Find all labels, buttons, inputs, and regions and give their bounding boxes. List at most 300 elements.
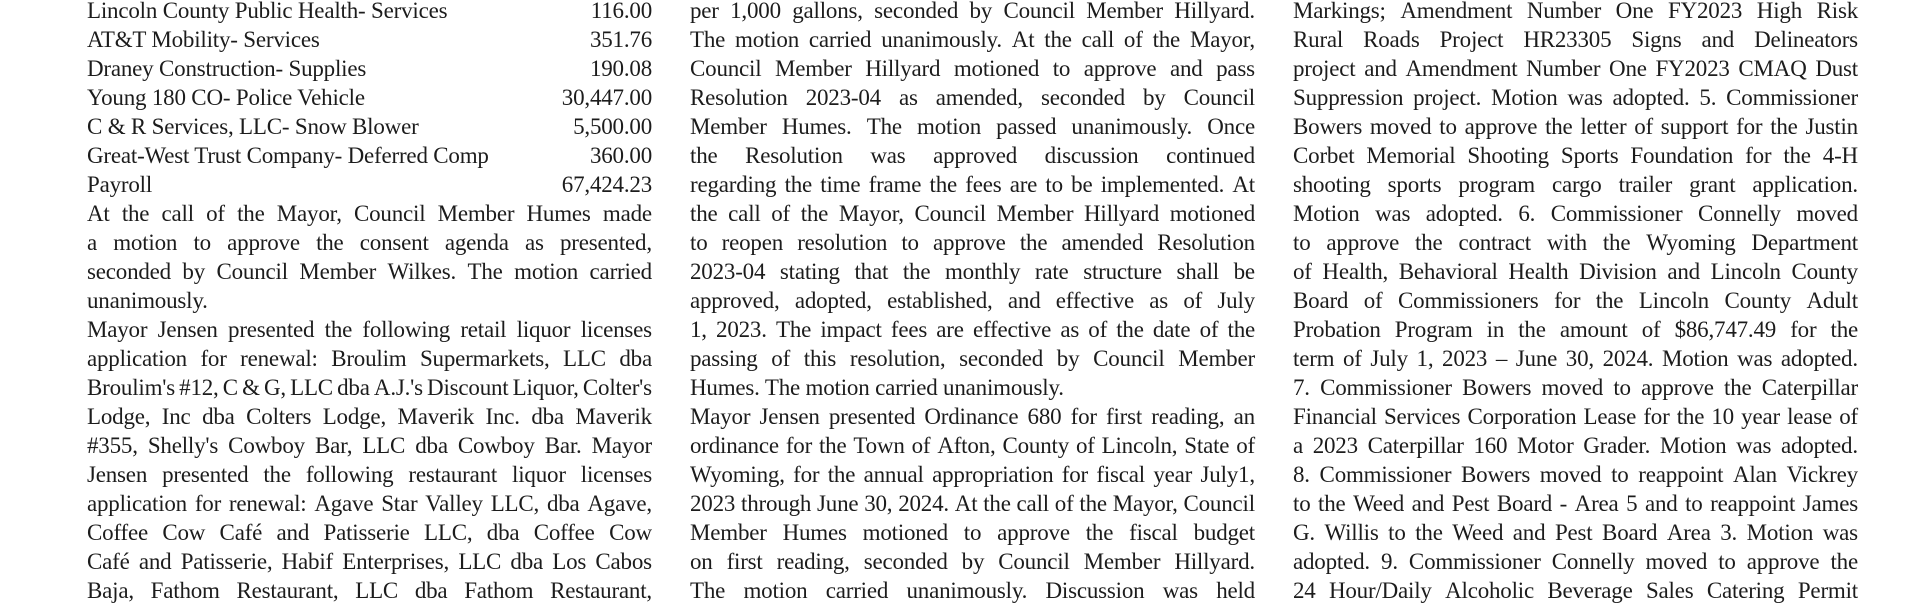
word: Baja, <box>87 578 134 603</box>
word: fiscal <box>1129 520 1178 545</box>
amount-value: 116.00 <box>590 0 652 23</box>
word: by <box>182 259 206 284</box>
word: the <box>263 462 291 487</box>
word: adopted. <box>1293 549 1370 574</box>
word: liquor <box>512 462 566 487</box>
word: moved <box>1796 201 1858 226</box>
word: Connelly <box>1551 549 1635 574</box>
amount-value: 30,447.00 <box>561 85 652 110</box>
word: Council <box>914 201 986 226</box>
ledger-row <box>87 0 652 25</box>
word: to <box>963 520 982 545</box>
word: Resolution <box>745 143 843 168</box>
word: Cowboy <box>228 433 305 458</box>
column-middle <box>690 0 1255 605</box>
word: The <box>467 259 503 284</box>
word: approve <box>997 520 1070 545</box>
word: Broulim's <box>87 375 175 400</box>
word: program <box>1458 172 1535 197</box>
word: Member <box>299 259 377 284</box>
word: liquor <box>516 317 571 342</box>
word: the <box>1830 317 1858 342</box>
word: A.J.'s <box>373 375 423 400</box>
word: the <box>902 259 931 284</box>
word: Hillyard <box>1083 201 1160 226</box>
word: year <box>1741 404 1780 429</box>
word: Café <box>219 520 263 545</box>
word: pass <box>1216 56 1255 81</box>
word: monthly <box>944 259 1021 284</box>
word: annual <box>863 462 924 487</box>
text-line <box>690 547 1255 576</box>
text-line <box>1293 141 1858 170</box>
text-line <box>690 431 1255 460</box>
word: fees <box>965 172 1002 197</box>
word: Hillyard. <box>1174 0 1255 23</box>
word: for <box>1070 404 1097 429</box>
word: this <box>803 346 837 371</box>
word: fees <box>890 317 928 342</box>
word: the <box>1019 230 1048 255</box>
word: are <box>1009 172 1038 197</box>
word: the <box>983 491 1011 516</box>
word: by <box>969 0 993 23</box>
ledger-row <box>87 112 652 141</box>
word: Jensen <box>157 317 218 342</box>
word: moved <box>1541 375 1604 400</box>
word: that <box>854 259 889 284</box>
text-line <box>1293 373 1858 402</box>
word: motion <box>735 27 800 52</box>
word: Member <box>437 201 515 226</box>
word: Connelly <box>1698 201 1781 226</box>
word: the <box>237 201 265 226</box>
word: following <box>305 462 394 487</box>
word: Maverik <box>397 404 475 429</box>
word: unanimously. <box>906 578 1028 603</box>
word: the <box>1415 520 1443 545</box>
word: dba <box>337 375 370 400</box>
word: Signs <box>1631 27 1682 52</box>
text-line <box>1293 228 1858 257</box>
word: Supermarkets, <box>419 346 550 371</box>
text-line <box>690 228 1255 257</box>
word: Council <box>216 259 288 284</box>
word: Beverage <box>1547 578 1633 603</box>
word: application. <box>1752 172 1858 197</box>
word: reappoint <box>1710 491 1796 516</box>
word: Inc. <box>485 404 520 429</box>
word: to <box>1611 462 1629 487</box>
word: lease <box>1787 404 1833 429</box>
word: Vickrey <box>1786 462 1858 487</box>
word: carried <box>808 27 872 52</box>
word: 30, <box>864 491 893 516</box>
word: dba <box>486 520 520 545</box>
word: Motion <box>1659 433 1727 458</box>
text-line <box>690 402 1255 431</box>
word: on <box>690 549 713 574</box>
text-line <box>87 315 652 344</box>
word: LLC <box>362 433 406 458</box>
word: to <box>1718 549 1736 574</box>
word: the <box>324 317 353 342</box>
word: of <box>771 346 791 371</box>
word: ordinance <box>690 433 779 458</box>
text-line <box>690 460 1255 489</box>
word: the <box>1085 520 1114 545</box>
word: 8. <box>1293 462 1310 487</box>
word: Adult <box>1806 288 1858 313</box>
word: the <box>818 433 847 458</box>
word: made <box>602 201 652 226</box>
word: Commissioners <box>1398 288 1539 313</box>
word: of <box>1342 346 1362 371</box>
word: moved <box>1369 114 1432 139</box>
word: C <box>222 375 238 400</box>
word: adopted. <box>1612 85 1690 110</box>
word: 2023. <box>716 317 767 342</box>
word: motion <box>917 114 982 139</box>
word: approve <box>1326 230 1400 255</box>
word: Humes. <box>781 114 852 139</box>
text-line <box>1293 576 1858 605</box>
word: Mayor <box>591 433 652 458</box>
word: presented <box>828 404 916 429</box>
text-line <box>1293 83 1858 112</box>
word: project <box>1293 56 1356 81</box>
word: Council <box>353 201 426 226</box>
word: Resolution <box>1157 230 1255 255</box>
word: was <box>870 143 906 168</box>
word: the <box>1545 114 1573 139</box>
word: One <box>1615 0 1654 23</box>
word: was <box>1822 520 1858 545</box>
text-line <box>87 576 652 605</box>
word: by <box>1056 346 1080 371</box>
word: Maverik <box>575 404 652 429</box>
word: call <box>728 201 761 226</box>
word: County <box>1724 288 1791 313</box>
text-line <box>1293 112 1858 141</box>
word: and <box>138 549 172 574</box>
word: amended <box>1061 230 1144 255</box>
word: Broulim <box>331 346 407 371</box>
word: Liquor, <box>512 375 579 400</box>
word: of <box>1641 317 1661 342</box>
word: and <box>1411 491 1445 516</box>
word: Colter's <box>582 375 652 400</box>
word: Board <box>1496 491 1553 516</box>
word: Lincoln, <box>1101 433 1178 458</box>
word: motioned <box>862 520 948 545</box>
amount-value: 351.76 <box>589 27 652 52</box>
word: to <box>1293 230 1311 255</box>
word: for <box>1554 288 1581 313</box>
word: Number <box>1526 0 1602 23</box>
word: the <box>1602 230 1631 255</box>
word: regarding <box>690 172 777 197</box>
word: Project <box>1439 27 1504 52</box>
word: Delineators <box>1754 27 1858 52</box>
word: of <box>1088 317 1108 342</box>
amount-value: 67,424.23 <box>561 172 652 197</box>
word: and <box>1169 56 1203 81</box>
word: with <box>1546 230 1587 255</box>
word: of <box>1183 288 1203 313</box>
word: Lease <box>1583 404 1637 429</box>
text-line <box>690 576 1255 605</box>
word: Cowboy <box>457 433 535 458</box>
word: Shooting <box>1467 143 1549 168</box>
word: G. <box>1293 520 1315 545</box>
word: was <box>1736 433 1772 458</box>
word: and <box>1007 288 1041 313</box>
word: Los <box>552 549 587 574</box>
word: and <box>1644 491 1678 516</box>
word: Coffee <box>533 520 595 545</box>
word: Financial <box>1293 404 1377 429</box>
word: per <box>690 0 719 23</box>
word: call <box>1081 27 1115 52</box>
payee-name: Great-West Trust Company- Deferred Comp <box>87 143 489 168</box>
word: moved <box>1645 549 1708 574</box>
text-line <box>690 112 1255 141</box>
word: Ordinance <box>924 404 1019 429</box>
word: Pest <box>1451 491 1490 516</box>
word: The <box>690 578 726 603</box>
word: Council <box>690 56 762 81</box>
word: retail <box>460 317 507 342</box>
word: Bar. <box>544 433 582 458</box>
word: the <box>121 201 150 226</box>
word: as <box>898 85 918 110</box>
word: 680 <box>1027 404 1062 429</box>
word: the <box>1318 491 1346 516</box>
word: presented <box>228 317 315 342</box>
word: adopted. <box>1425 201 1503 226</box>
text-line <box>1293 547 1858 576</box>
column-right <box>1293 0 1858 605</box>
word: established, <box>887 288 993 313</box>
word: implemented. <box>1100 172 1225 197</box>
word: Commissioner <box>1726 85 1858 110</box>
word: continued <box>1166 143 1255 168</box>
word: Jensen <box>87 462 148 487</box>
word: stating <box>779 259 840 284</box>
word: amended, <box>935 85 1023 110</box>
word: to <box>901 230 919 255</box>
word: The <box>690 27 726 52</box>
word: carried <box>589 259 652 284</box>
word: the <box>1676 404 1705 429</box>
word: Valley <box>425 491 483 516</box>
word: Health <box>1508 259 1569 284</box>
word: motion <box>514 259 579 284</box>
word: to <box>690 230 708 255</box>
word: cargo <box>1551 172 1602 197</box>
word: was <box>1162 578 1198 603</box>
word: project. <box>1413 85 1482 110</box>
word: for <box>785 433 813 458</box>
word: Risk <box>1816 0 1858 23</box>
word: seconded <box>1040 85 1125 110</box>
word: by <box>961 549 985 574</box>
word: County <box>1002 433 1069 458</box>
word: 24 <box>1293 578 1316 603</box>
word: be <box>1233 259 1255 284</box>
word: The <box>866 114 902 139</box>
word: Area <box>1574 491 1619 516</box>
word: Motion <box>1491 85 1558 110</box>
word: Council <box>1093 346 1165 371</box>
word: Council <box>998 549 1070 574</box>
text-line <box>690 83 1255 112</box>
word: shall <box>1176 259 1219 284</box>
word: approve <box>933 230 1006 255</box>
word: Corbet <box>1293 143 1355 168</box>
word: 6. <box>1518 201 1536 226</box>
word: dba <box>546 491 580 516</box>
word: the <box>1415 230 1443 255</box>
word: as <box>525 230 544 255</box>
word: following <box>362 317 451 342</box>
text-line <box>87 547 652 576</box>
column-left <box>87 0 652 605</box>
word: grant <box>1689 172 1736 197</box>
word: resolution, <box>849 346 946 371</box>
word: 2023 <box>690 491 736 516</box>
word: are <box>936 317 964 342</box>
word: unanimously. <box>1071 114 1193 139</box>
text-line <box>1293 25 1858 54</box>
word: Board <box>1293 288 1349 313</box>
word: an <box>1233 404 1255 429</box>
word: 2023 <box>1312 433 1358 458</box>
word: State <box>1184 433 1230 458</box>
text-line <box>1293 460 1858 489</box>
word: Hillyard. <box>1174 549 1255 574</box>
word: dba <box>510 549 543 574</box>
word: approve <box>1464 114 1538 139</box>
text-line <box>87 344 652 373</box>
word: the <box>690 143 718 168</box>
text-line <box>1293 518 1858 547</box>
text-line <box>1293 199 1858 228</box>
word: of <box>1075 433 1095 458</box>
word: Member <box>690 520 767 545</box>
word: G, <box>263 375 286 400</box>
text-line <box>1293 431 1858 460</box>
word: Lodge, <box>87 404 151 429</box>
word: Memorial <box>1366 143 1456 168</box>
word: Wyoming, <box>690 462 785 487</box>
word: motioned <box>953 56 1040 81</box>
word: Caterpillar <box>1761 375 1858 400</box>
word: Restaurant, <box>236 578 339 603</box>
word: LLC <box>458 549 502 574</box>
word: Area <box>1666 520 1711 545</box>
word: approve <box>1641 375 1714 400</box>
word: reopen <box>721 230 784 255</box>
word: the <box>827 462 856 487</box>
text-line <box>1293 402 1858 431</box>
word: LLC, <box>490 491 540 516</box>
word: dba <box>414 578 448 603</box>
text-line <box>87 402 652 431</box>
word: Sports <box>1560 143 1619 168</box>
word: to <box>193 230 211 255</box>
text-line <box>1293 315 1858 344</box>
word: Afton, <box>937 433 996 458</box>
word: resolution <box>797 230 888 255</box>
word: #355, <box>87 433 138 458</box>
text-line <box>690 489 1255 518</box>
word: fiscal <box>1096 462 1145 487</box>
word: application <box>87 346 187 371</box>
word: 4-H <box>1822 143 1858 168</box>
word: Motion <box>1661 346 1729 371</box>
word: of <box>1634 114 1653 139</box>
word: 2023-04 <box>690 259 766 284</box>
word: Commissioner <box>1408 549 1541 574</box>
word: approve <box>227 230 300 255</box>
word: Program <box>1394 317 1473 342</box>
word: presented <box>162 462 249 487</box>
word: Lincoln <box>1710 259 1781 284</box>
word: Hour/Daily <box>1328 578 1432 603</box>
word: to <box>1388 520 1406 545</box>
word: Patisserie, <box>180 549 273 574</box>
word: FY2023 <box>1655 56 1730 81</box>
text-line <box>87 489 652 518</box>
word: agenda <box>444 230 509 255</box>
word: dba <box>619 346 652 371</box>
word: Willis <box>1324 520 1379 545</box>
word: - <box>1559 491 1568 516</box>
word: 2023 <box>1442 346 1488 371</box>
word: and <box>1701 27 1735 52</box>
word: of <box>1839 404 1858 429</box>
word: be <box>1071 172 1093 197</box>
word: trailer <box>1618 172 1673 197</box>
text-line <box>690 54 1255 83</box>
word: moved <box>1539 462 1602 487</box>
word: & <box>242 375 260 400</box>
word: adopted. <box>1780 346 1858 371</box>
word: approve <box>1746 549 1820 574</box>
text-line <box>690 344 1255 373</box>
word: to <box>1439 114 1457 139</box>
word: for <box>200 346 227 371</box>
amount-value: 5,500.00 <box>573 114 652 139</box>
word: seconded <box>87 259 171 284</box>
payee-name: AT&T Mobility- Services <box>87 27 320 52</box>
word: High <box>1756 0 1802 23</box>
text-line <box>690 315 1255 344</box>
text-line <box>690 257 1255 286</box>
word: Motor <box>1517 433 1574 458</box>
ledger-row <box>87 54 652 83</box>
word: Suppression <box>1293 85 1404 110</box>
word: Fathom <box>464 578 534 603</box>
word: Member <box>774 56 852 81</box>
text-line <box>87 460 652 489</box>
payee-name: Young 180 CO- Police Vehicle <box>87 85 365 110</box>
word: Restaurant, <box>550 578 652 603</box>
word: At <box>954 491 978 516</box>
text-line <box>690 170 1255 199</box>
